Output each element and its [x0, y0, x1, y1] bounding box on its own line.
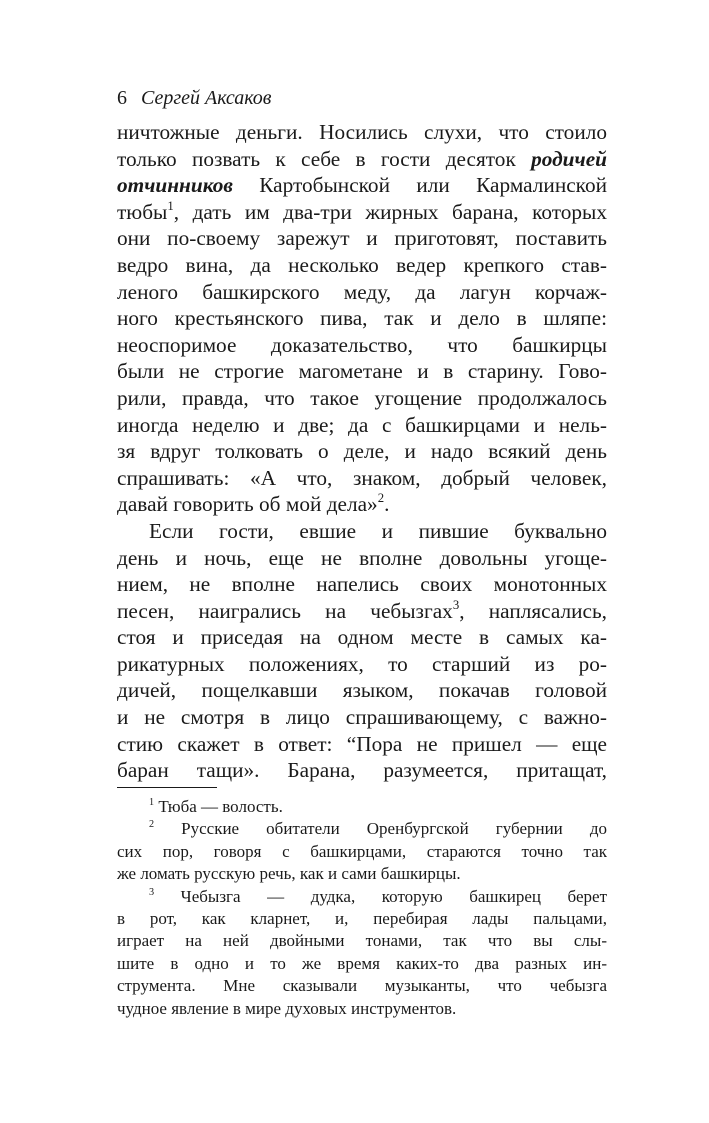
emphasis: родичей	[531, 146, 607, 171]
footnote-1: $^1$ Тюба — волость.	[149, 796, 283, 816]
text-line: стию скажет в ответ: “Пора не пришел — еще	[117, 731, 607, 756]
footnote-2: $^2$ Русские обитатели Оренбургской губернии до	[149, 819, 607, 839]
footnote-ref-2: 2	[377, 491, 385, 506]
footnote-line: чудное явление в мире духовых инструментов.	[117, 998, 457, 1018]
text-line: песен, наигрались на чебызгах$^3$, наплясались,	[117, 597, 608, 623]
text-line: только позвать к себе в гости десяток родичей	[117, 146, 607, 171]
footnote-ref-3: 3	[452, 597, 460, 612]
main-text	[117, 119, 607, 784]
text-line: спрашивать: «А что, знаком, добрый человек,	[117, 465, 607, 490]
text-line: отчинников Картобынской или Кармалинской	[117, 173, 607, 198]
footnote-line: струмента. Мне сказывали музыканты, что чебызга	[117, 976, 607, 996]
text-line: рили, правда, что такое угощение продолжалось	[117, 385, 607, 410]
emphasis: отчинников	[117, 173, 233, 198]
footnotes	[117, 796, 607, 1020]
running-header	[117, 86, 271, 110]
text-line: и не смотря в лицо спрашивающему, с важно-	[117, 705, 607, 730]
footnote-line: играет на ней двойными тонами, так что вы слы-	[117, 931, 607, 951]
text-line: ведро вина, да несколько ведер крепкого став-	[117, 252, 607, 277]
text-line: они по-своему зарежут и приготовят, поставить	[117, 226, 607, 251]
text-line: тюбы$^1$, дать им два-три жирных барана, которых	[117, 198, 607, 224]
text-line: зя вдруг толковать о деле, и надо всякий день	[117, 439, 607, 464]
footnote-divider	[117, 787, 217, 788]
page-number: 6	[117, 87, 127, 109]
footnote-line: шите в одно и то же время каких-то два разных ин-	[117, 953, 607, 973]
text-line: ничтожные деньги. Носились слухи, что стоило	[117, 120, 607, 144]
footnote-3: $^3$ Чебызга — дудка, которую башкирец берет	[149, 886, 608, 906]
text-line: иногда неделю и две; да с башкирцами и нель-	[117, 412, 607, 437]
text-line: неоспоримое доказательство, что башкирцы	[117, 332, 607, 357]
footnote-ref-1: 1	[167, 198, 174, 213]
footnote-line: сих пор, говоря с башкирцами, стараются точно так	[117, 841, 607, 861]
text-line: рикатурных положениях, то старший из ро-	[117, 651, 607, 676]
text-line: леного башкирского меду, да лагун корчаж-	[117, 279, 607, 304]
header-author: Сергей Аксаков	[141, 87, 272, 109]
footnote-number: 2	[149, 819, 155, 831]
text-line: нием, не вполне напелись своих монотонных	[117, 572, 607, 597]
text-line: день и ночь, еще не вполне довольны угоще-	[117, 545, 607, 570]
text-line: баран тащи». Барана, разумеется, притащат,	[117, 758, 607, 783]
footnote-number: 1	[149, 796, 155, 808]
text-line: ного крестьянского пива, так и дело в шляпе:	[117, 306, 607, 331]
text-line: были не строгие магометане и в старину. Гово-	[117, 359, 607, 384]
footnote-line: в рот, как кларнет, и, перебирая лады пальцами,	[117, 908, 607, 928]
text-line: стоя и приседая на одном месте в самых ка-	[117, 625, 607, 650]
text-line: Если гости, евшие и пившие буквально	[149, 518, 607, 543]
text-line: давай говорить об мой дела»$^2$.	[117, 491, 390, 517]
text-line: дичей, пощелкавши языком, покачав головой	[117, 678, 607, 703]
footnote-number: 3	[149, 886, 155, 898]
footnote-line: же ломать русскую речь, как и сами башкирцы.	[117, 864, 461, 884]
